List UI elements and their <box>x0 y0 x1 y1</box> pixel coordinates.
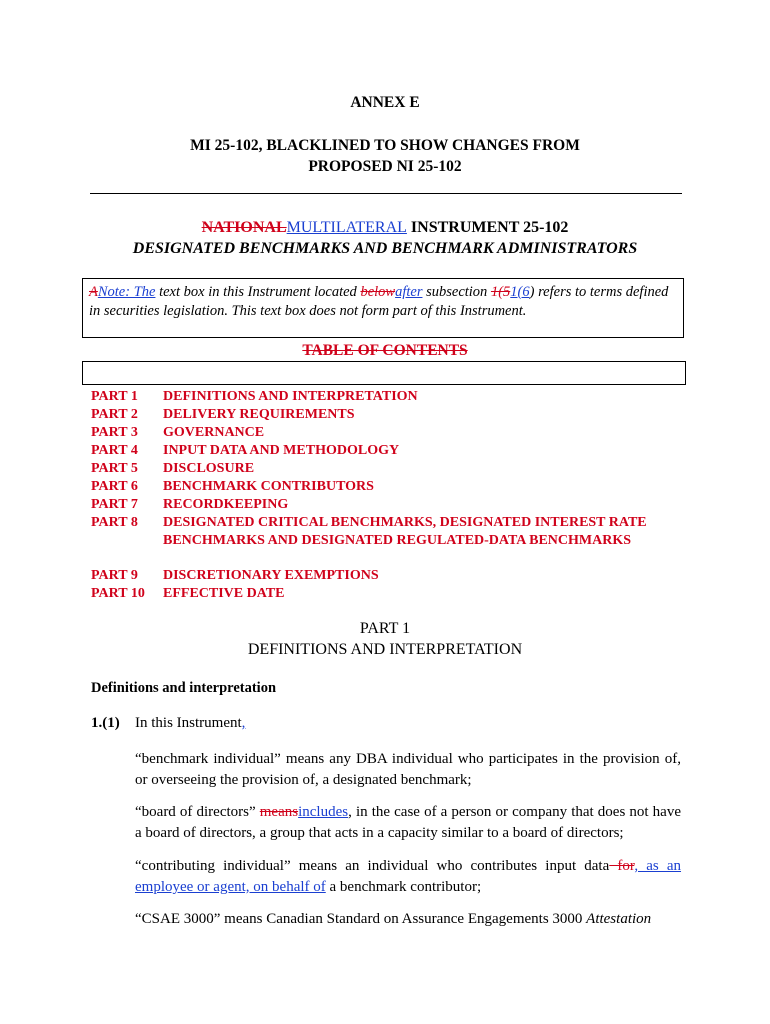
board-text-b: , in the case of a person or company that does not have a board of directors, a group that acts in a capacity similar to a board of directors; <box>135 804 681 841</box>
toc-part-title: DISCLOSURE <box>163 461 255 476</box>
toc-row <box>91 460 653 478</box>
toc-row <box>91 424 653 442</box>
definition-contributing-individual <box>135 856 681 898</box>
toc-part-title: BENCHMARK CONTRIBUTORS <box>163 479 374 494</box>
instrument-title-rest: INSTRUMENT 25-102 <box>406 219 569 236</box>
toc-part-number: PART 4 <box>91 443 138 458</box>
section-number: 1.(1) <box>91 715 120 731</box>
blackline-subtitle-line2: PROPOSED NI 25-102 <box>308 158 462 175</box>
toc-part-number: PART 7 <box>91 497 138 512</box>
inserted-multilateral: MULTILATERAL <box>286 219 407 236</box>
note-text-1: text box in this Instrument located <box>155 284 361 300</box>
toc-part-number: PART 8 <box>91 515 138 530</box>
definition-benchmark-individual: “benchmark individual” means any DBA individual who participates in the provision of, or overseeing the provision of, a designated benchmark; <box>135 751 681 788</box>
instrument-title <box>0 219 770 237</box>
toc-title: TABLE OF CONTENTS <box>302 342 468 359</box>
definition-board-of-directors <box>135 802 681 844</box>
csae-text-a: “CSAE 3000” means Canadian Standard on Assurance Engagements 3000 <box>135 911 587 927</box>
toc-row <box>91 478 653 496</box>
toc-part-number: PART 6 <box>91 479 138 494</box>
deleted-national: NATIONAL <box>201 219 287 236</box>
instrument-subtitle: DESIGNATED BENCHMARKS AND BENCHMARK ADMINISTRATORS <box>132 240 638 257</box>
toc-row <box>91 585 653 603</box>
toc-part-number: PART 5 <box>91 461 138 476</box>
toc-part-title: DELIVERY REQUIREMENTS <box>163 407 355 422</box>
note-text-2: subsection <box>422 284 491 300</box>
board-text-a: “board of directors” <box>135 804 260 820</box>
contrib-inserted-phrase: , as an employee or agent, on behalf of <box>135 858 682 895</box>
toc-part-title: RECORDKEEPING <box>163 497 289 512</box>
contrib-text-a: “contributing individual” means an individual who contributes input data <box>135 858 610 874</box>
note-deleted-below: below <box>360 284 396 300</box>
note-inserted-ref: 1(6 <box>510 284 530 300</box>
toc-part-title: DEFINITIONS AND INTERPRETATION <box>163 389 418 404</box>
section-intro-inserted-comma: , <box>241 715 246 731</box>
toc-row <box>91 567 653 585</box>
contrib-text-b: a benchmark contributor; <box>325 879 482 895</box>
definition-csae-3000 <box>135 909 681 930</box>
toc-row <box>91 406 653 424</box>
toc-part-title: DISCRETIONARY EXEMPTIONS <box>163 568 379 583</box>
note-deleted-a: A <box>89 284 98 300</box>
contrib-deleted-for: for <box>609 858 635 874</box>
note-inserted-after: after <box>395 284 423 300</box>
toc-part-number: PART 10 <box>91 586 145 601</box>
toc-part-number: PART 9 <box>91 568 138 583</box>
note-text-box <box>82 278 684 338</box>
csae-italic: Attestation <box>586 911 652 927</box>
section-intro <box>135 713 245 734</box>
toc-part-title: INPUT DATA AND METHODOLOGY <box>163 443 400 458</box>
toc-part-title: DESIGNATED CRITICAL BENCHMARKS, DESIGNATED INTEREST RATE BENCHMARKS AND DESIGNATED REGULATED-DATA BENCHMARKS <box>163 515 647 548</box>
board-inserted-includes: includes <box>298 804 349 820</box>
section-heading: Definitions and interpretation <box>91 680 277 696</box>
annex-label: ANNEX E <box>350 94 420 111</box>
toc-box <box>82 361 686 385</box>
toc-row <box>91 442 653 460</box>
toc-part-title: EFFECTIVE DATE <box>163 586 285 601</box>
board-deleted-means: means <box>259 804 299 820</box>
note-text-3: ) refers to terms defined in securities legislation. This text box does not form part of this Instrument. <box>89 284 669 319</box>
part1-title: DEFINITIONS AND INTERPRETATION <box>247 641 523 658</box>
toc-part-number: PART 1 <box>91 389 138 404</box>
toc-row <box>91 496 653 514</box>
blackline-subtitle-line1: MI 25-102, BLACKLINED TO SHOW CHANGES FROM <box>190 137 580 154</box>
section-intro-text: In this Instrument <box>135 715 242 731</box>
part1-heading: PART 1 <box>359 620 411 637</box>
toc-row <box>91 514 649 550</box>
note-inserted-note: Note: The <box>97 284 156 300</box>
toc-part-title: GOVERNANCE <box>163 425 265 440</box>
toc-part-number: PART 2 <box>91 407 138 422</box>
header-divider <box>90 193 682 194</box>
toc-part-number: PART 3 <box>91 425 138 440</box>
note-deleted-ref: 1(5 <box>490 284 511 300</box>
toc-row <box>91 388 653 406</box>
